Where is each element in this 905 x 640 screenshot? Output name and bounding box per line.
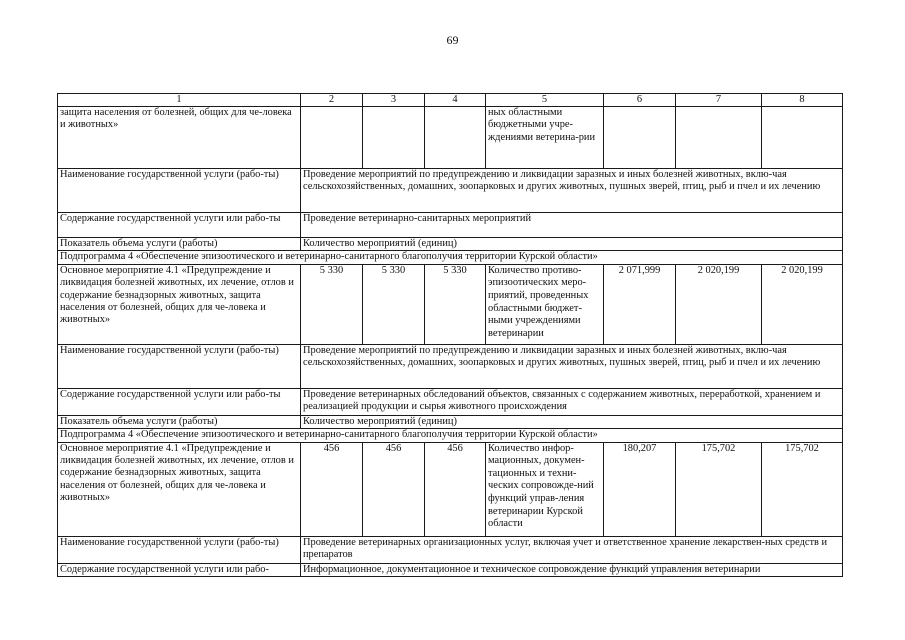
service-name-row: [58, 344, 843, 388]
service-volume-row: [58, 238, 843, 251]
value-cell: 2 071,999: [604, 264, 676, 344]
indicator-name: Количество противо-эпизоотических меро-приятий, проведенных областными бюджет-ными учреждениями ветеринарии: [486, 264, 604, 344]
subprogram-row: [58, 429, 843, 442]
value-cell: [425, 107, 486, 169]
measure-name: Основное мероприятие 4.1 «Предупреждение и ликвидация болезней животных, их лечение, отлов и содержание безнадзорных животных, защита населения от болезней, общих для че-ловека и животных»: [58, 442, 301, 536]
column-number: 8: [762, 94, 843, 107]
column-number: 1: [58, 94, 301, 107]
service-name-value: Проведение ветеринарных организационных услуг, включая учет и ответственное хранение лекарствен-ных средств и препаратов: [301, 536, 843, 563]
value-cell: [301, 107, 363, 169]
service-volume-row: [58, 415, 843, 428]
service-content-label: Содержание государственной услуги или рабо-ты: [58, 213, 301, 238]
measure-row: [58, 442, 843, 536]
service-volume-value: Количество мероприятий (единиц): [301, 415, 843, 428]
service-content-label: Содержание государственной услуги или рабо-ты: [58, 388, 301, 415]
column-number: 6: [604, 94, 676, 107]
service-content-value: Проведение ветеринарно-санитарных мероприятий: [301, 213, 843, 238]
column-number: 3: [363, 94, 425, 107]
indicator-continuation: ных областными бюджетными учре-ждениями ветерина-рии: [486, 107, 604, 169]
column-number: 7: [676, 94, 762, 107]
service-content-row: [58, 563, 843, 576]
service-name-row: [58, 169, 843, 213]
state-assignment-table: [57, 93, 843, 577]
column-number: 4: [425, 94, 486, 107]
value-cell: 5 330: [301, 264, 363, 344]
service-name-row: [58, 536, 843, 563]
column-number: 2: [301, 94, 363, 107]
service-volume-value: Количество мероприятий (единиц): [301, 238, 843, 251]
service-volume-label: Показатель объема услуги (работы): [58, 415, 301, 428]
service-volume-label: Показатель объема услуги (работы): [58, 238, 301, 251]
measure-name-continuation: защита населения от болезней, общих для че-ловека и животных»: [58, 107, 301, 169]
value-cell: 2 020,199: [762, 264, 843, 344]
service-content-value: Проведение ветеринарных обследований объектов, связанных с содержанием животных, переработкой, хранением и реализацией продукции и сырья животного происхождения: [301, 388, 843, 415]
measure-name: Основное мероприятие 4.1 «Предупреждение и ликвидация болезней животных, их лечение, отлов и содержание безнадзорных животных, защита населения от болезней, общих для че-ловека и животных»: [58, 264, 301, 344]
value-cell: 180,207: [604, 442, 676, 536]
service-name-label: Наименование государственной услуги (рабо-ты): [58, 169, 301, 213]
value-cell: 456: [363, 442, 425, 536]
indicator-name: Количество инфор-мационных, докумен-тационных и техни-ческих сопровожде-ний функций управ-ления ветеринарии Курской области: [486, 442, 604, 536]
column-number-row: [58, 94, 843, 107]
service-name-label: Наименование государственной услуги (рабо-ты): [58, 536, 301, 563]
value-cell: [676, 107, 762, 169]
service-name-label: Наименование государственной услуги (рабо-ты): [58, 344, 301, 388]
measure-row: [58, 264, 843, 344]
service-content-row: [58, 213, 843, 238]
value-cell: [604, 107, 676, 169]
subprogram-title: Подпрограмма 4 «Обеспечение эпизоотического и ветеринарно-санитарного благополучия территории Курской области»: [58, 251, 843, 264]
value-cell: [762, 107, 843, 169]
value-cell: 5 330: [363, 264, 425, 344]
value-cell: 175,702: [762, 442, 843, 536]
page-number: 69: [446, 33, 459, 47]
subprogram-title: Подпрограмма 4 «Обеспечение эпизоотического и ветеринарно-санитарного благополучия территории Курской области»: [58, 429, 843, 442]
value-cell: 456: [301, 442, 363, 536]
column-number: 5: [486, 94, 604, 107]
service-content-label: Содержание государственной услуги или рабо-: [58, 563, 301, 576]
continuation-row: [58, 107, 843, 169]
value-cell: 5 330: [425, 264, 486, 344]
service-name-value: Проведение мероприятий по предупреждению и ликвидации заразных и иных болезней животных, вклю-чая сельскохозяйственных, домашних, зоопарковых и других животных, пушных зверей, птиц, рыб и пчел и их лечению: [301, 169, 843, 213]
service-content-row: [58, 388, 843, 415]
service-name-value: Проведение мероприятий по предупреждению и ликвидации заразных и иных болезней животных, вклю-чая сельскохозяйственных, домашних, зоопарковых и других животных, пушных зверей, птиц, рыб и пчел и их лечению: [301, 344, 843, 388]
subprogram-row: [58, 251, 843, 264]
service-content-value: Информационное, документационное и техническое сопровождение функций управления ветеринарии: [301, 563, 843, 576]
value-cell: 175,702: [676, 442, 762, 536]
value-cell: 2 020,199: [676, 264, 762, 344]
value-cell: [363, 107, 425, 169]
value-cell: 456: [425, 442, 486, 536]
